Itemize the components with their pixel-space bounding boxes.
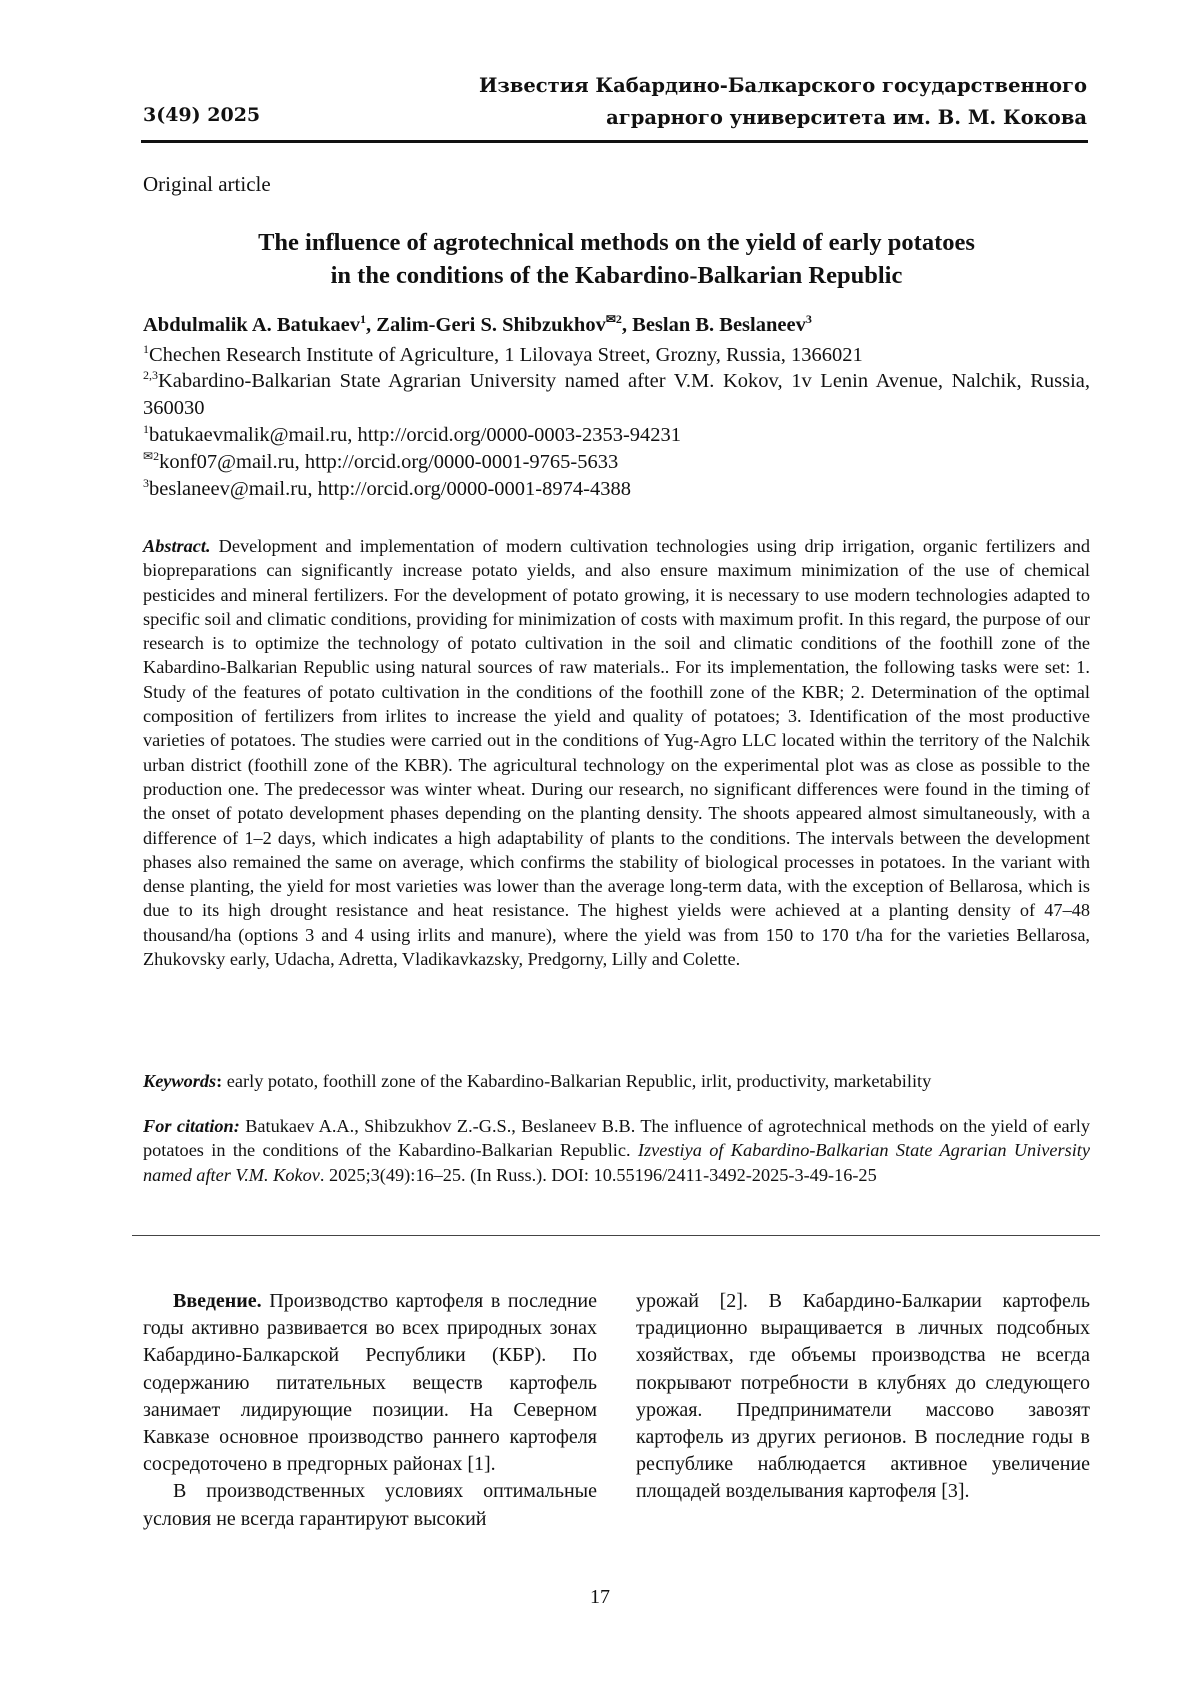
intro-heading: Введение. <box>173 1290 262 1312</box>
abstract-text: Development and implementation of modern cultivation technologies using drip irrigation, organic fertilizers and biopreparations can significantly increase potato yields, and also ensure maximum minimization of the use of chemical pesticides and mineral fertilizers. For the development of potato growing, it is necessary to use modern technologies adapted to specific soil and climatic conditions, providing for minimization of costs with maximum profit. In this regard, the purpose of our research is to optimize the technology of potato cultivation in the soil and climatic conditions of the foothill zone of the Kabardino-Balkarian Republic using natural sources of raw materials.. For its implementation, the following tasks were set: 1. Study of the features of potato cultivation in the conditions of the foothill zone of the KBR; 2. Determination of the optimal composition of fertilizers from irlites to increase the yield and quality of potatoes; 3. Identification of the most productive varieties of potatoes. The studies were carried out in the conditions of Yug-Agro LLC located within the territory of the Nalchik urban district (foothill zone of the KBR). The agricultural technology on the experimental plot was as close as possible to the production one. The predecessor was winter wheat. During our research, no significant differences were found in the timing of the onset of potato development phases depending on the planting density. The shoots appeared almost simultaneously, with a difference of 1–2 days, which indicates a high adaptability of plants to the conditions. The intervals between the development phases also remained the same on average, which confirms the stability of biological processes in potatoes. In the variant with dense planting, the yield for most varieties was lower than the average long-term data, with the exception of Bellarosa, which is due to its high drought resistance and heat resistance. The highest yields were achieved at a planting density of 47–48 thousand/ha (options 3 and 4 using irlits and manure), where the yield was from 150 to 170 t/ha for the varieties Bellarosa, Zhukovsky early, Udacha, Adretta, Vladikavkazsky, Predgorny, Lilly and Colette. <box>143 536 1090 970</box>
abstract-label: Abstract. <box>143 536 211 556</box>
body-text: Производство картофеля в последние годы активно развивается во всех природных зонах Кабардино-Балкарской Республики (КБР). По содержанию питательных веществ картофель занимает лидирующие позиции. На Северном Кавказе основное производство раннего картофеля сосредоточено в предгорных районах [1]. <box>143 1290 597 1476</box>
envelope-icon: ✉ <box>143 449 154 464</box>
author-name: Zalim-Geri S. Shibzukhov <box>376 314 606 336</box>
journal-title-line2: аграрного университета им. В. М. Кокова <box>606 106 1087 129</box>
affiliation-sup: 1 <box>143 342 149 357</box>
article-title <box>143 226 1090 292</box>
abstract <box>143 534 1090 971</box>
envelope-icon: ✉ <box>605 312 616 327</box>
page-number: 17 <box>590 1586 610 1608</box>
citation-tail: . 2025;3(49):16–25. (In Russ.). DOI: 10.55196/2411-3492-2025-3-49-16-25 <box>319 1164 877 1185</box>
title-line2: in the conditions of the Kabardino-Balkarian Republic <box>330 262 903 289</box>
contact <box>143 476 1090 503</box>
citation-text: Batukaev A.A., Shibzukhov Z.-G.S., Beslaneev B.B. The influence of agrotechnical methods on the yield of early potatoes in the conditions of the Kabardino-Balkarian Republic. <box>143 1116 1090 1161</box>
author-sup: 3 <box>805 312 812 327</box>
contact-sup: 2 <box>153 449 160 464</box>
header-divider <box>141 140 1088 143</box>
keywords-label: Keywords <box>143 1071 217 1091</box>
body-paragraph <box>143 1288 597 1478</box>
body-column-right <box>636 1288 1090 1506</box>
affiliation-text: Chechen Research Institute of Agriculture, 1 Lilovaya Street, Grozny, Russia, 1366021 <box>149 344 863 366</box>
body-paragraph: В производственных условиях оптимальные условия не всегда гарантируют высокий <box>143 1480 597 1530</box>
citation-journal: Izvestiya of Kabardino-Balkarian State Agrarian University named after V.M. Kokov <box>143 1140 1090 1185</box>
author-name: Abdulmalik A. Batukaev <box>143 314 361 336</box>
author-sup: 2 <box>615 312 622 327</box>
citation <box>143 1114 1090 1187</box>
contact <box>143 449 1090 476</box>
journal-title-line1: Известия Кабардино-Балкарского государственного <box>478 74 1087 97</box>
contact <box>143 422 1090 449</box>
keywords: Keywords: early potato, foothill zone of the Kabardino-Balkarian Republic, irlit, productivity, marketability <box>143 1071 932 1091</box>
affiliation-sup: 2,3 <box>143 368 158 383</box>
section-divider <box>132 1235 1100 1236</box>
issue-number: 3(49) 2025 <box>143 104 261 126</box>
body-paragraph: урожай [2]. В Кабардино-Балкарии картофель традиционно выращивается в личных подсобных хозяйствах, где объемы производства не всегда покрывают потребности в клубнях до следующего урожая. Предприниматели массово завозят картофель из других регионов. В последние годы в республике наблюдается активное увеличение площадей возделывания картофеля [3]. <box>636 1290 1090 1503</box>
contact-text[interactable]: batukaevmalik@mail.ru, http://orcid.org/0000-0003-2353-94231 <box>149 424 682 446</box>
keywords-text: early potato, foothill zone of the Kabardino-Balkarian Republic, irlit, productivity, marketability <box>226 1071 932 1091</box>
body-column-left <box>143 1288 597 1533</box>
author-sup: 1 <box>360 312 367 327</box>
contact-sup: 1 <box>143 422 149 437</box>
contact-text[interactable]: beslaneev@mail.ru, http://orcid.org/0000-0001-8974-4388 <box>149 478 631 500</box>
affiliation <box>143 342 1090 369</box>
affiliation-text: Kabardino-Balkarian State Agrarian University named after V.M. Kokov, 1v Lenin Avenue, Nalchik, Russia, 360030 <box>143 370 1090 419</box>
journal-title <box>447 70 1087 134</box>
title-line1: The influence of agrotechnical methods on the yield of early potatoes <box>258 229 975 256</box>
author-list: Abdulmalik A. Batukaev$^1$, Zalim-Geri S. Shibzukhov$^{✉2}$, Beslan B. Beslaneev$^3$ <box>143 312 812 336</box>
author-name: Beslan B. Beslaneev <box>632 314 806 336</box>
affiliation <box>143 368 1090 422</box>
contact-sup: 3 <box>143 476 149 491</box>
contact-text[interactable]: konf07@mail.ru, http://orcid.org/0000-0001-9765-5633 <box>159 451 619 473</box>
article-type: Original article <box>143 172 271 196</box>
citation-label: For citation: <box>143 1116 240 1136</box>
